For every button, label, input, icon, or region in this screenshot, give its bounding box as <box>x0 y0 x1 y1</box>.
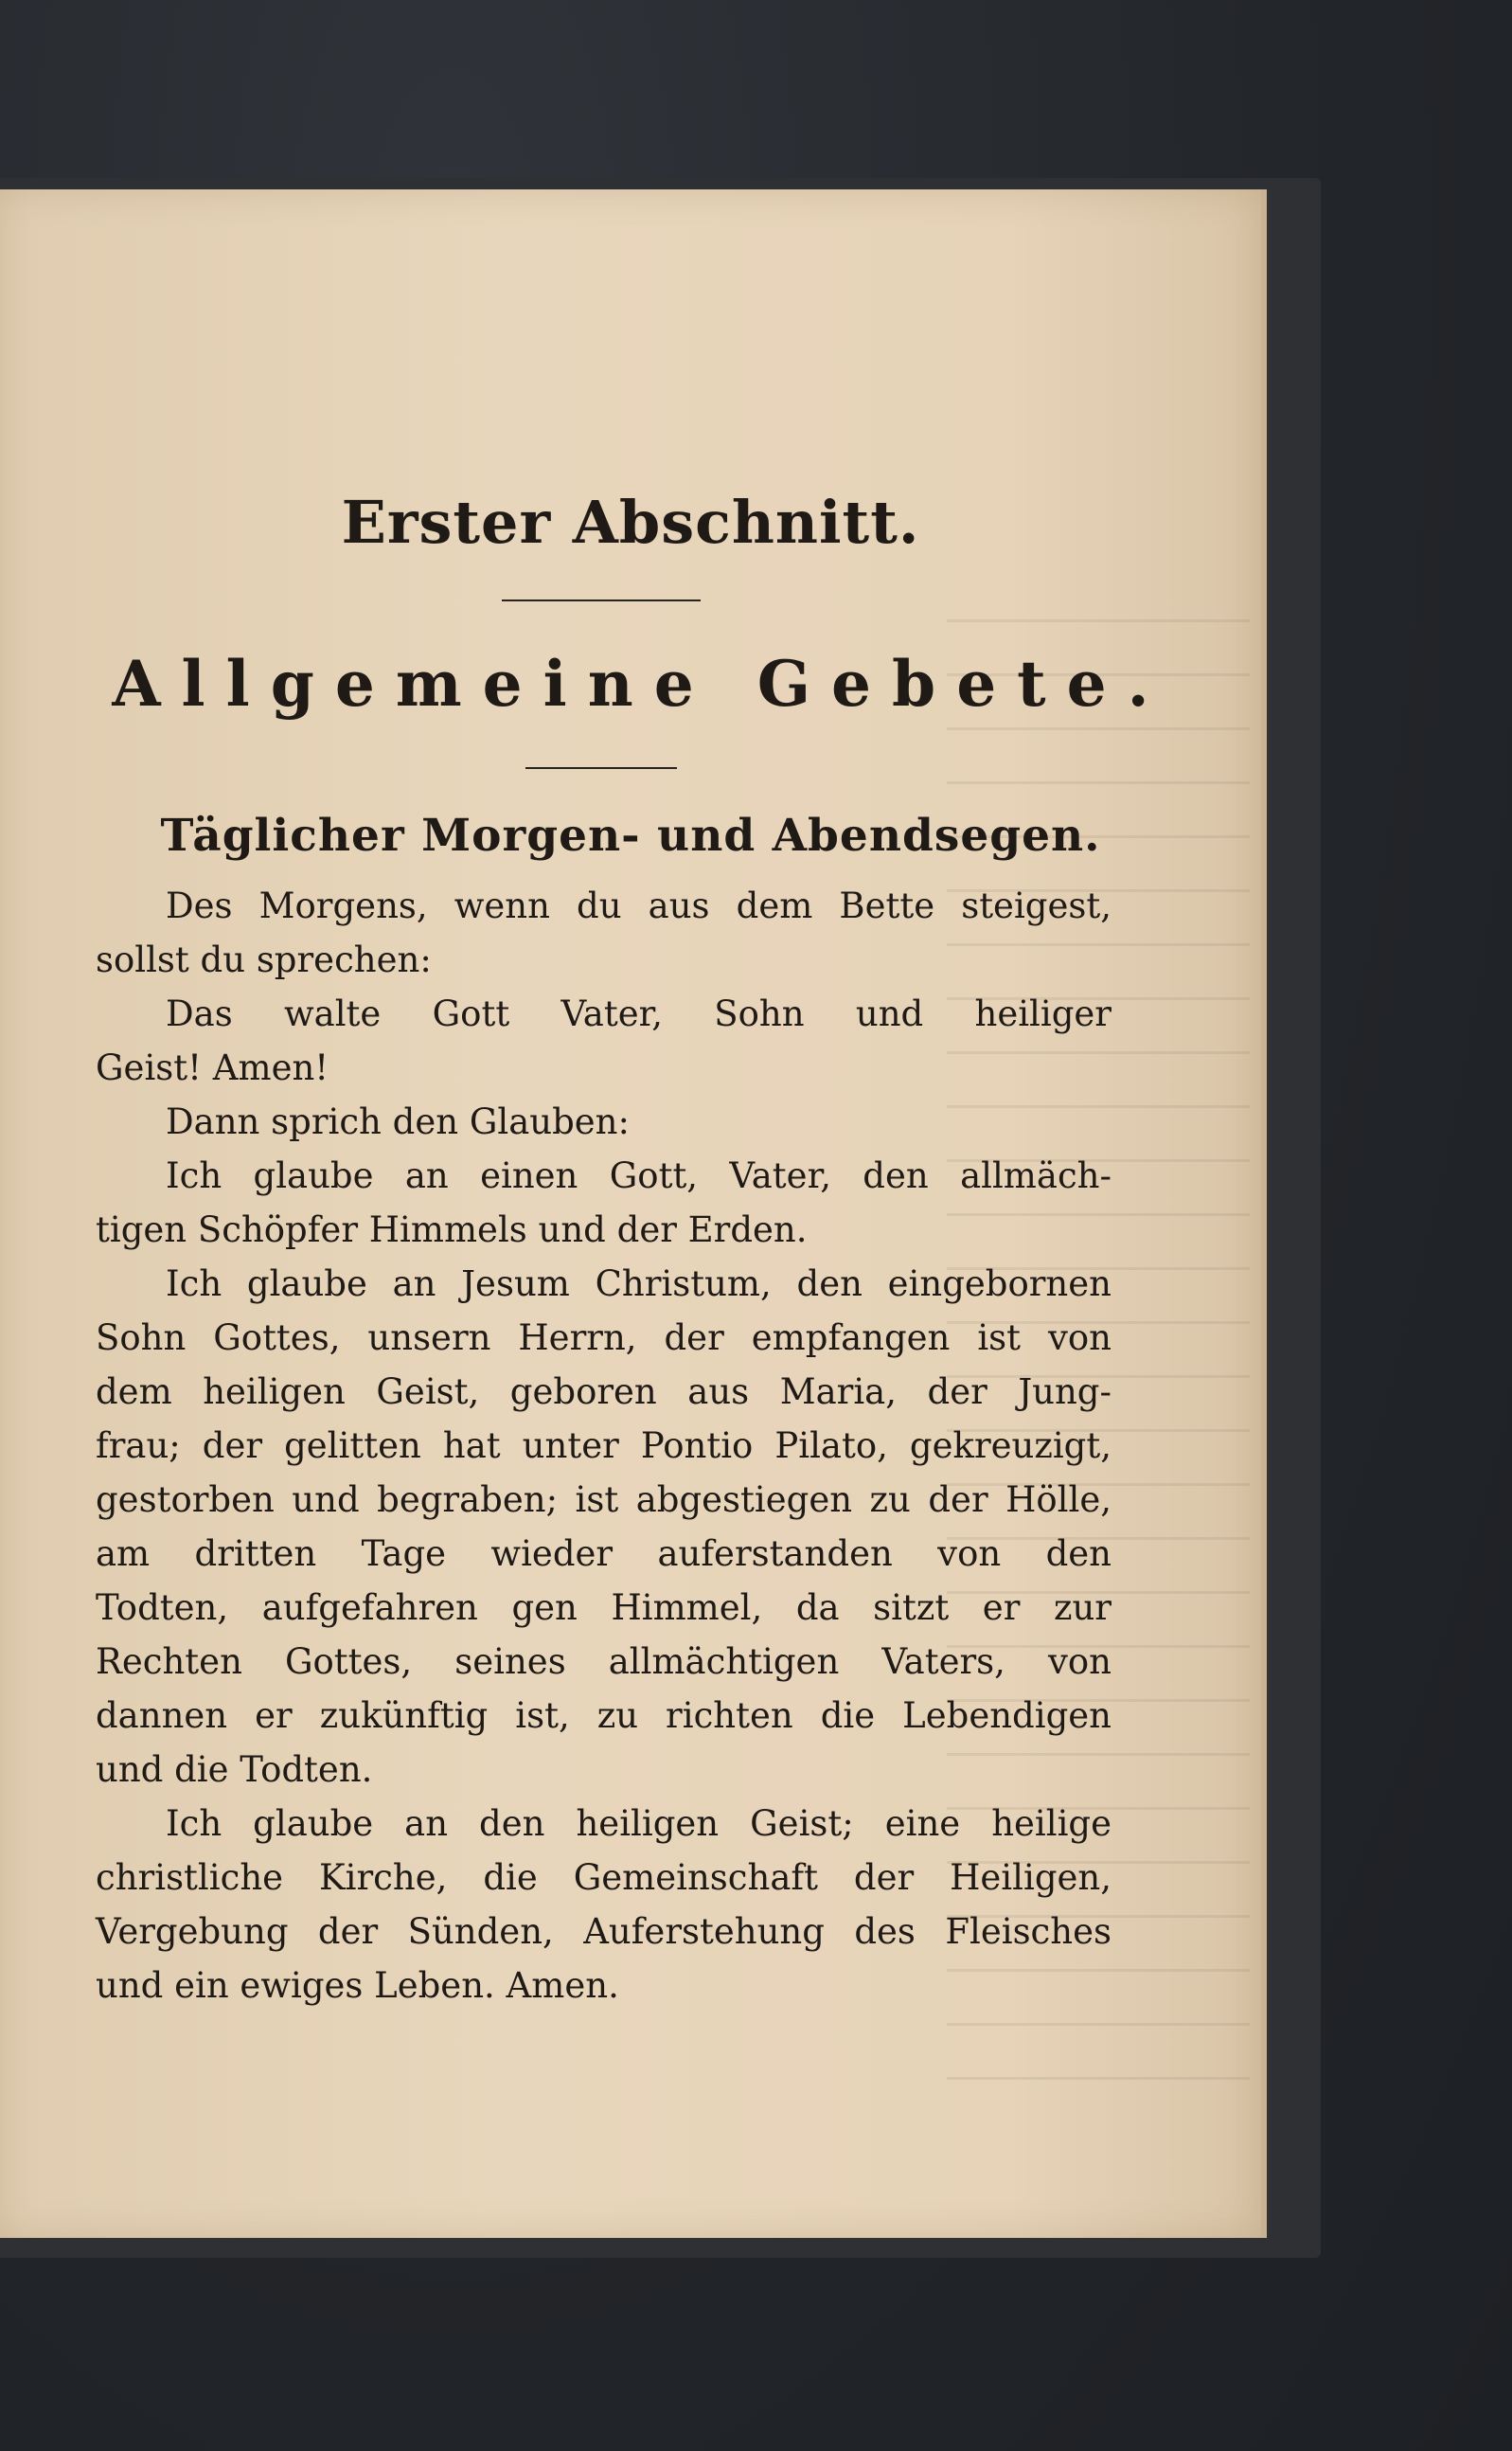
section-title: Erster Abschnitt. <box>341 488 920 557</box>
text-line: am dritten Tage wieder auferstanden von den <box>96 1533 1112 1574</box>
text-line: dem heiligen Geist, geboren aus Maria, der Jung- <box>96 1371 1112 1412</box>
text-line: Ich glaube an den heiligen Geist; eine heilige <box>166 1803 1112 1844</box>
text-line: frau; der gelitten hat unter Pontio Pilato, gekreuzigt, <box>96 1425 1112 1466</box>
divider-rule <box>525 767 677 769</box>
text-line: Das walte Gott Vater, Sohn und heiliger <box>166 993 1112 1034</box>
text-line: Ich glaube an einen Gott, Vater, den allmäch- <box>166 1155 1112 1196</box>
text-line: christliche Kirche, die Gemeinschaft der Heiligen, <box>96 1857 1112 1898</box>
text-line: und ein ewiges Leben. Amen. <box>96 1965 619 2006</box>
text-line: Todten, aufgefahren gen Himmel, da sitzt er zur <box>96 1587 1112 1628</box>
prayer-body <box>96 879 1112 2013</box>
text-line: Dann sprich den Glauben: <box>166 1101 630 1142</box>
text-line: Geist! Amen! <box>96 1047 329 1088</box>
text-line: gestorben und begraben; ist abgestiegen zu der Hölle, <box>96 1479 1112 1520</box>
text-line: dannen er zukünftig ist, zu richten die Lebendigen <box>96 1695 1112 1736</box>
text-line: sollst du sprechen: <box>96 939 432 980</box>
text-line: und die Todten. <box>96 1749 373 1790</box>
divider-rule <box>502 599 701 601</box>
text-line: tigen Schöpfer Himmels und der Erden. <box>96 1209 808 1250</box>
text-line: Sohn Gottes, unsern Herrn, der empfangen ist von <box>96 1317 1112 1358</box>
text-line: Rechten Gottes, seines allmächtigen Vaters, von <box>96 1641 1112 1682</box>
chapter-title: Allgemeine Gebete. <box>112 647 1170 721</box>
text-line: Ich glaube an Jesum Christum, den eingebornen <box>166 1263 1112 1304</box>
text-line: Vergebung der Sünden, Auferstehung des Fleisches <box>96 1911 1112 1952</box>
text-line: Des Morgens, wenn du aus dem Bette steigest, <box>166 886 1112 926</box>
prayer-title: Täglicher Morgen- und Abendsegen. <box>160 810 1101 862</box>
